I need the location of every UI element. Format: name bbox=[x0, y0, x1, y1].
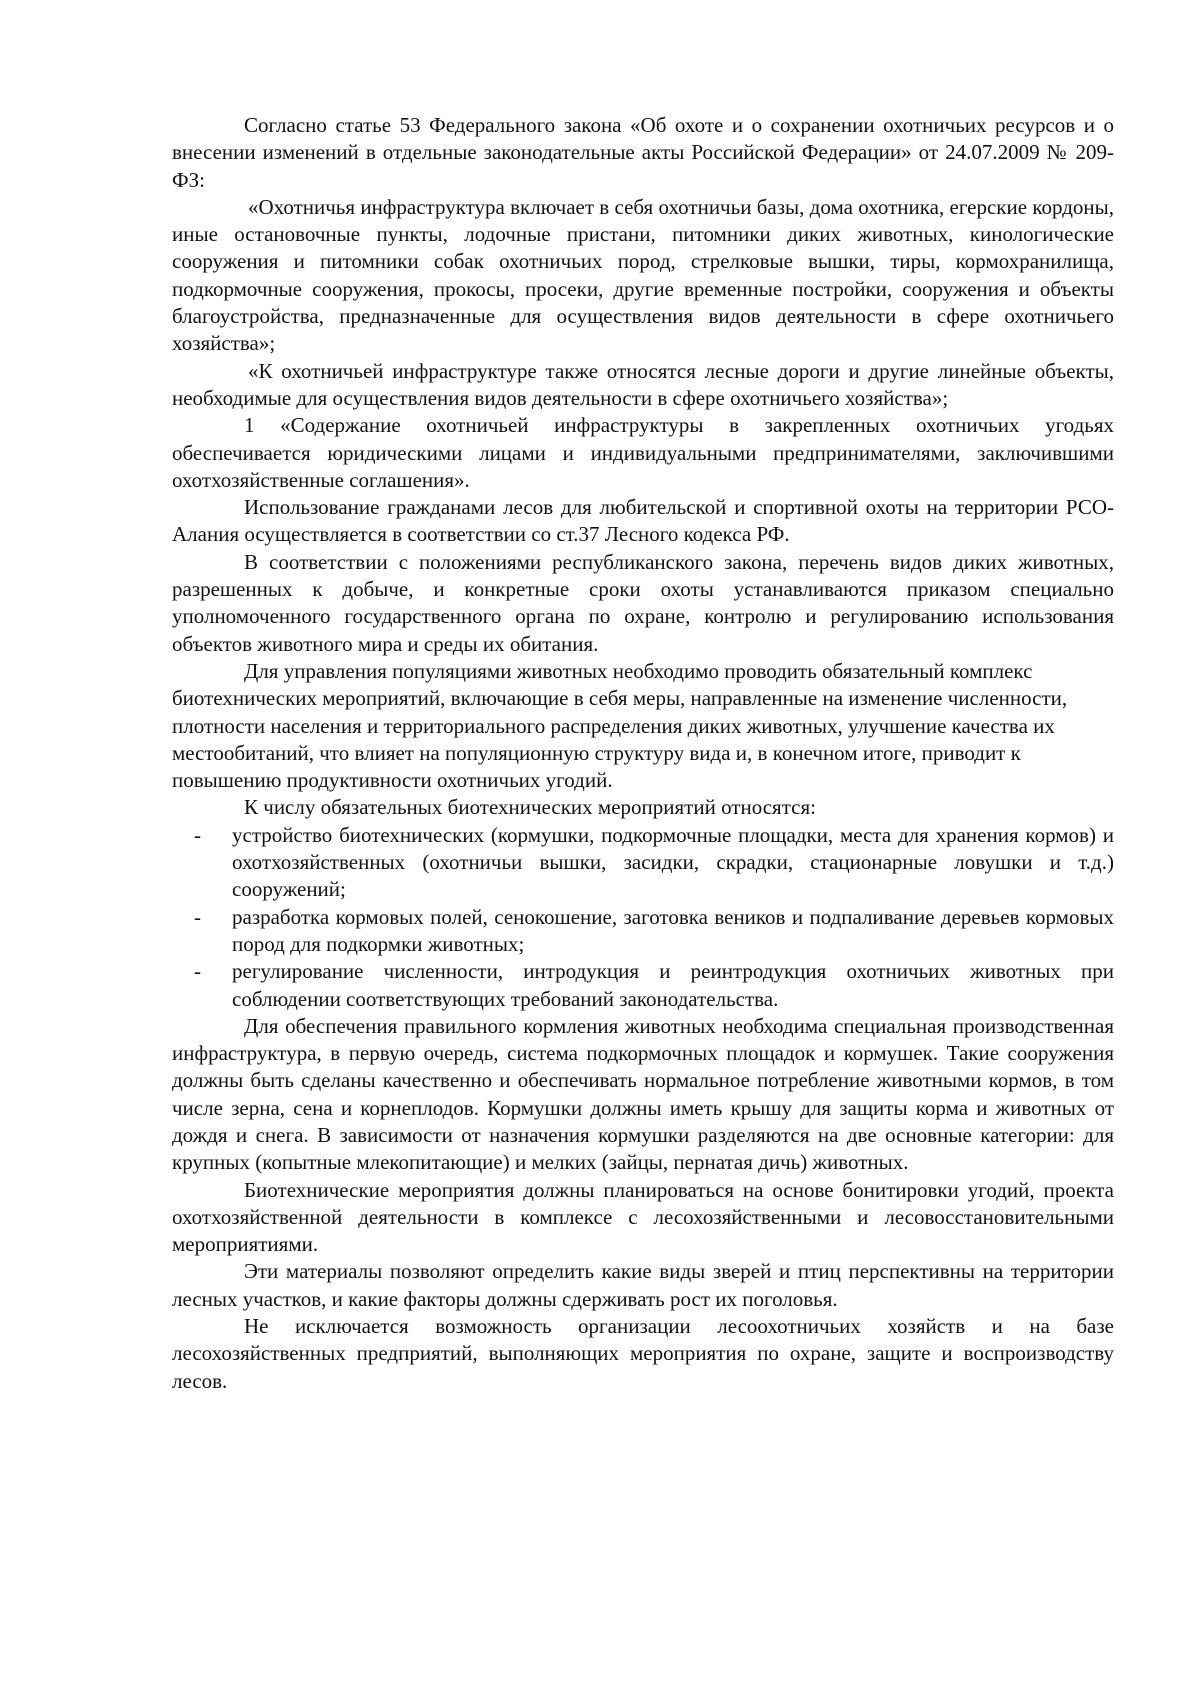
paragraph-infrastructure-definition: «Охотничья инфраструктура включает в себя охотничьи базы, дома охотника, егерские кордоны, иные остановочные пункты, лодочные пристани, питомники диких животных, кинологические сооружения и питомники собак охотничьих пород, стрелковые вышки, тиры, кормохранилища, подкормочные сооружения, прокосы, просеки, другие временные постройки, сооружения и объекты благоустройства, предназначенные для осуществления видов деятельности в сфере охотничьего хозяйства»; bbox=[172, 194, 1114, 356]
paragraph-planning: Биотехнические мероприятия должны планироваться на основе бонитировки угодий, проекта охотхозяйственной деятельности в комплексе с лесохозяйственными и лесовосстановительными мероприятиями. bbox=[172, 1177, 1114, 1257]
paragraph-materials: Эти материалы позволяют определить какие виды зверей и птиц перспективны на территории лесных участков, и какие факторы должны сдерживать рост их поголовья. bbox=[172, 1259, 1114, 1311]
paragraph-forest-use: Использование гражданами лесов для любительской и спортивной охоты на территории РСО-Алания осуществляется в соответствии со ст.37 Лесного кодекса РФ. bbox=[172, 495, 1114, 547]
bullet-marker: - bbox=[194, 959, 201, 984]
paragraph-population-management: Для управления популяциями животных необходимо проводить обязательный комплекс биотехнических мероприятий, включающие в себя меры, направленные на изменение численности, плотности населения и территориального распределения диких животных, улучшение качества их местообитаний, что влияет на популяционную структуру вида и, в конечном итоге, приводит к повышению продуктивности охотничьих угодий. bbox=[172, 658, 1068, 793]
document-text-body bbox=[172, 112, 1114, 1395]
list-item bbox=[172, 958, 1114, 1013]
bullet-marker: - bbox=[194, 822, 201, 847]
list-item bbox=[172, 822, 1114, 904]
list-item-text: устройство биотехнических (кормушки, подкормочные площадки, места для хранения кормов) и охотхозяйственных (охотничьи вышки, засидки, скрадки, стационарные ловушки и т.д.) сооружений; bbox=[232, 822, 1114, 902]
biotechnical-measures-list bbox=[172, 822, 1114, 1013]
paragraph-feeding-infrastructure: Для обеспечения правильного кормления животных необходима специальная производственная инфраструктура, в первую очередь, система подкормочных площадок и кормушек. Такие сооружения должны быть сделаны качественно и обеспечивать нормальное потребление животными кормов, в том числе зерна, сена и корнеплодов. Кормушки должны иметь крышу для защиты корма и животных от дождя и снега. В зависимости от назначения кормушки разделяются на две основные категории: для крупных (копытные млекопитающие) и мелких (зайцы, пернатая дичь) животных. bbox=[172, 1013, 1114, 1175]
list-item-text: разработка кормовых полей, сенокошение, заготовка веников и подпаливание деревьев кормовых пород для подкормки животных; bbox=[232, 904, 1114, 956]
paragraph-maintenance: 1 «Содержание охотничьей инфраструктуры в закрепленных охотничьих угодьях обеспечивается юридическими лицами и индивидуальными предпринимателями, заключившими охотхозяйственные соглашения». bbox=[172, 413, 1114, 492]
paragraph-hunting-terms: В соответствии с положениями республиканского закона, перечень видов диких животных, разрешенных к добыче, и конкретные сроки охоты устанавливаются приказом специально уполномоченного государственного органа по охране, контролю и регулированию использования объектов животного мира и среды их обитания. bbox=[172, 549, 1114, 656]
list-item bbox=[172, 904, 1114, 959]
list-item-text: регулирование численности, интродукция и реинтродукция охотничьих животных при соблюдении соответствующих требований законодательства. bbox=[232, 959, 1114, 1011]
paragraph-law-reference: Согласно статье 53 Федерального закона «Об охоте и о сохранении охотничьих ресурсов и о внесении изменений в отдельные законодательные акты Российской Федерации» от 24.07.2009 № 209-ФЗ: bbox=[172, 113, 1114, 192]
paragraph-linear-objects: «К охотничьей инфраструктуре также относятся лесные дороги и другие линейные объекты, необходимые для осуществления видов деятельности в сфере охотничьего хозяйства»; bbox=[172, 358, 1114, 410]
bullet-marker: - bbox=[194, 904, 201, 929]
paragraph-measures-intro: К числу обязательных биотехнических мероприятий относятся: bbox=[244, 795, 816, 820]
paragraph-forest-hunting-farms: Не исключается возможность организации лесоохотничьих хозяйств и на базе лесохозяйственных предприятий, выполняющих мероприятия по охране, защите и воспроизводству лесов. bbox=[172, 1314, 1114, 1393]
